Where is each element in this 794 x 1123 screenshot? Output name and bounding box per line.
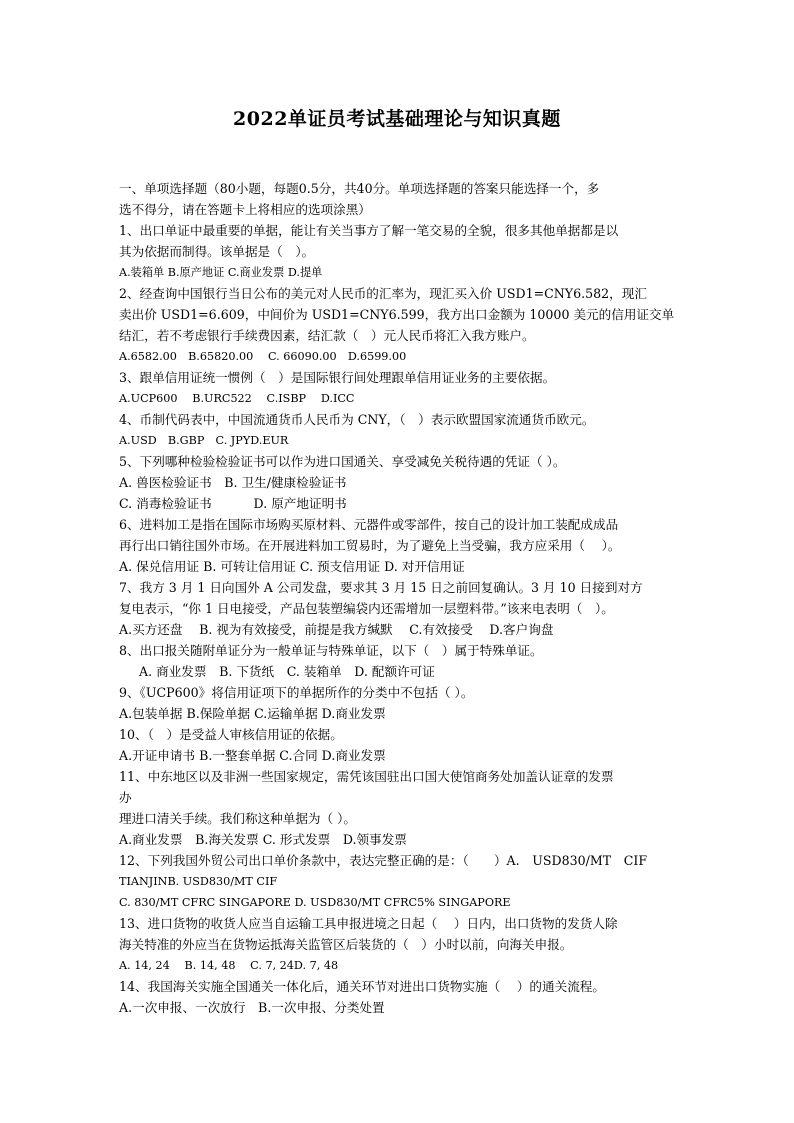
question-5-line-1: 5、下列哪种检验检验证书可以作为进口国通关、享受减免关税待遇的凭证（ ）。 bbox=[119, 454, 566, 469]
question-12-line-3: C. 830/MT CFRC SINGAPORE D. USD830/MT CFRC5% SINGAPORE bbox=[119, 896, 511, 909]
question-11-line-3: 理进口清关手续。我们称这种单据为（ ）。 bbox=[119, 811, 356, 826]
question-10-options: A.开证申请书 B.一整套单据 C.合同 D.商业发票 bbox=[119, 748, 386, 763]
question-3-options: A.UCP600 B.URC522 C.ISBP D.ICC bbox=[119, 392, 355, 405]
question-7-options: A.买方还盘 B. 视为有效接受，前提是我方缄默 C.有效接受 D.客户询盘 bbox=[119, 622, 554, 637]
question-9-options: A.包装单据 B.保险单据 C.运输单据 D.商业发票 bbox=[119, 706, 386, 721]
document-title: 2022单证员考试基础理论与知识真题 bbox=[233, 108, 561, 130]
question-9-line-1: 9、《UCP600》将信用证项下的单据所作的分类中不包括（ ）。 bbox=[119, 685, 474, 700]
question-11-line-1: 11、中东地区以及非洲一些国家规定，需凭该国驻出口国大使馆商务处加盖认证章的发票 bbox=[119, 769, 614, 784]
question-1-line-2: 其为依据而制得。该单据是（ ）。 bbox=[119, 244, 315, 259]
question-5-options-1: A. 兽医检验证书 B. 卫生/健康检验证书 bbox=[119, 475, 347, 490]
question-2-line-3: 结汇，若不考虑银行手续费因素，结汇款（ ）元人民币将汇入我方账户。 bbox=[119, 328, 535, 343]
question-4-options: A.USD B.GBP C. JPYD.EUR bbox=[119, 434, 289, 447]
question-7-line-1: 7、我方 3 月 1 日向国外 A 公司发盘，要求其 3 月 15 日之前回复确认。3 月 10 日接到对方 bbox=[119, 580, 643, 595]
question-6-line-1: 6、进料加工是指在国际市场购买原材料、元器件或零部件，按自己的设计加工装配成成品 bbox=[119, 517, 619, 532]
question-6-options: A. 保兑信用证 B. 可转让信用证 C. 预支信用证 D. 对开信用证 bbox=[119, 559, 465, 574]
question-13-options: A. 14, 24 B. 14, 48 C. 7, 24D. 7, 48 bbox=[119, 959, 339, 972]
question-3-line-1: 3、跟单信用证统一惯例（ ）是国际银行间处理跟单信用证业务的主要依据。 bbox=[119, 370, 556, 385]
document-body bbox=[119, 178, 679, 1018]
question-7-line-2: 复电表示，“你 1 日电接受，产品包装塑编袋内还需增加一层塑料带。”该来电表明（ ）。 bbox=[119, 601, 614, 616]
question-2-line-1: 2、经查询中国银行当日公布的美元对人民币的汇率为，现汇买入价 USD1=CNY6.582，现汇 bbox=[119, 286, 647, 301]
question-13-line-1: 13、进口货物的收货人应当自运输工具申报进境之日起（ ）日内，出口货物的发货人除 bbox=[119, 916, 618, 931]
question-1-options: A.装箱单 B.原产地证 C.商业发票 D.提单 bbox=[119, 266, 323, 279]
section-heading-line-1: 一、单项选择题（80小题，每题0.5分，共40分。单项选择题的答案只能选择一个，多 bbox=[119, 181, 600, 196]
question-2-options: A.6582.00 B.65820.00 C. 66090.00 D.6599.00 bbox=[119, 350, 407, 363]
question-5-options-2: C. 消毒检验证书 D. 原产地证明书 bbox=[119, 496, 347, 511]
question-1-line-1: 1、出口单证中最重要的单据，能让有关当事方了解一笔交易的全貌，很多其他单据都是以 bbox=[119, 223, 619, 238]
question-12-line-1: 12、下列我国外贸公司出口单价条款中，表达完整正确的是：（ ）A. USD830/MT CIF bbox=[119, 853, 648, 868]
section-heading-line-2: 选不得分，请在答题卡上将相应的选项涂黑） bbox=[119, 202, 371, 217]
question-13-line-2: 海关特准的外应当在货物运抵海关监管区后装货的（ ）小时以前，向海关申报。 bbox=[119, 937, 573, 952]
question-8-line-1: 8、出口报关随附单证分为一般单证与特殊单证，以下（ ）属于特殊单证。 bbox=[119, 643, 543, 658]
question-4-line-1: 4、币制代码表中，中国流通货币人民币为 CNY，（ ）表示欧盟国家流通货币欧元。 bbox=[119, 412, 595, 427]
question-2-line-2: 卖出价 USD1=6.609，中间价为 USD1=CNY6.599，我方出口金额为 10000 美元的信用证交单 bbox=[119, 307, 675, 322]
question-14-options: A.一次申报、一次放行 B.一次申报、分类处置 bbox=[119, 1000, 385, 1015]
question-8-options: A. 商业发票 B. 下货纸 C. 装箱单 D. 配额许可证 bbox=[139, 664, 435, 679]
question-6-line-2: 再行出口销往国外市场。在开展进料加工贸易时，为了避免上当受骗，我方应采用（ ）。 bbox=[119, 538, 621, 553]
question-14-line-1: 14、我国海关实施全国通关一体化后，通关环节对进出口货物实施（ ）的通关流程。 bbox=[119, 979, 605, 994]
question-10-line-1: 10、（ ）是受益人审核信用证的依据。 bbox=[119, 727, 343, 742]
question-12-line-2: TIANJINB. USD830/MT CIF bbox=[119, 875, 278, 888]
question-11-line-2: 办 bbox=[119, 790, 132, 805]
question-11-options: A.商业发票 B.海关发票 C. 形式发票 D.领事发票 bbox=[119, 832, 407, 847]
